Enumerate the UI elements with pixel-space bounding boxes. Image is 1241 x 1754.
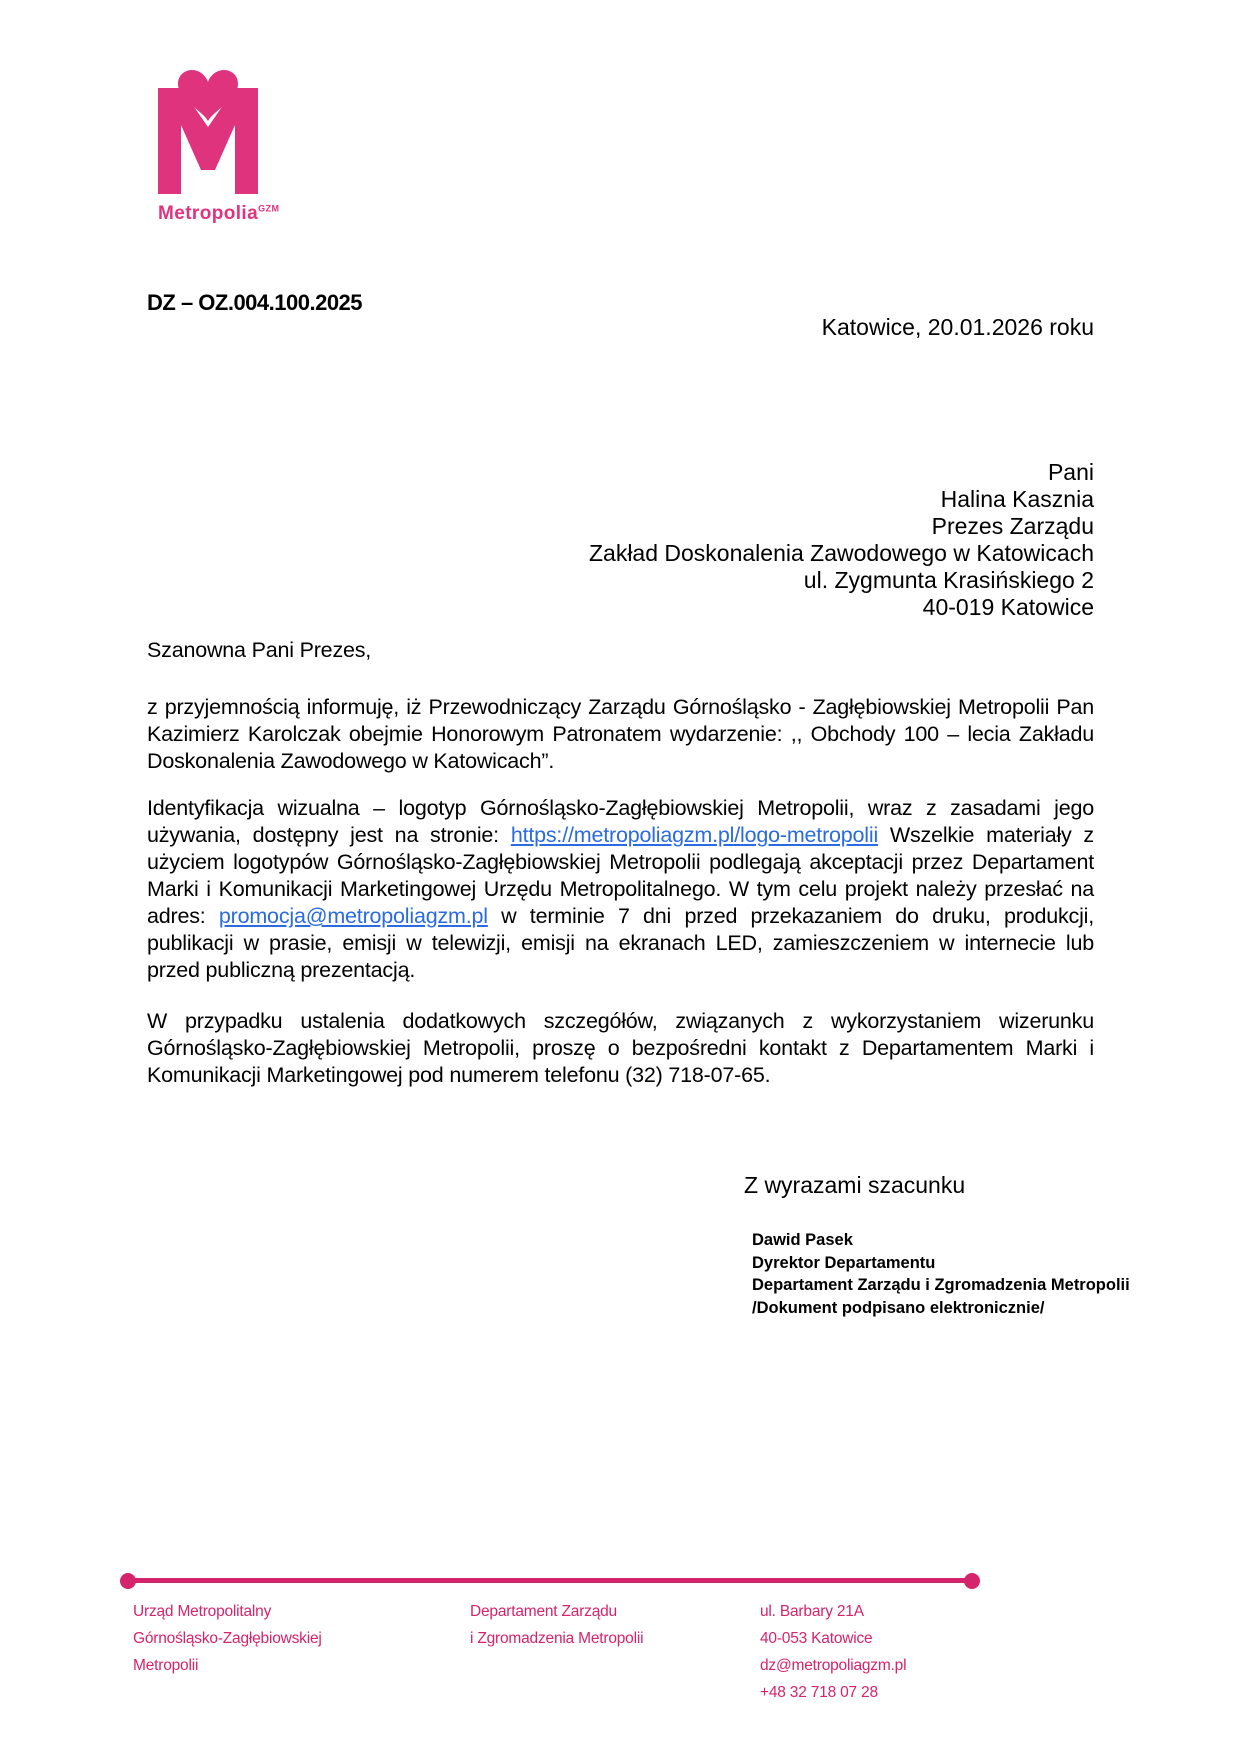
footer-org-line: Metropolii: [133, 1657, 199, 1674]
recipient-line: Pani: [1047, 459, 1094, 485]
promo-email-link[interactable]: promocja@metropoliagzm.pl: [218, 904, 488, 928]
signer-department: Departament Zarządu i Zgromadzenia Metropolii: [752, 1276, 1130, 1294]
signer-title: Dyrektor Departamentu: [752, 1253, 936, 1272]
signer-name: Dawid Pasek: [752, 1231, 853, 1249]
recipient-line: 40-019 Katowice: [922, 594, 1094, 620]
footer-org-line: Urząd Metropolitalny: [133, 1603, 272, 1620]
dateline: Katowice, 20.01.2026 roku: [821, 314, 1094, 340]
logo-superscript: GZM: [258, 203, 280, 214]
metropolia-logo: [158, 70, 288, 225]
footer-phone: +48 32 718 07 28: [760, 1684, 878, 1701]
paragraph-text: w terminie 7 dni przed przekazaniem do druku, produkcji, publikacji w prasie, emisji w telewizji, emisji na ekranach LED, zamieszczeniem w internecie lub przed publiczną prezentacją.: [147, 904, 1094, 982]
footer-address-line: 40-053 Katowice: [760, 1630, 873, 1647]
closing-phrase: Z wyrazami szacunku: [744, 1172, 966, 1198]
divider-right-dot-icon: [964, 1573, 980, 1589]
divider-left-dot-icon: [120, 1573, 136, 1589]
electronic-signature-note: /Dokument podpisano elektronicznie/: [752, 1298, 1045, 1317]
salutation: Szanowna Pani Prezes,: [147, 638, 372, 662]
signature-block: [752, 1229, 1130, 1319]
footer-contact: [760, 1598, 906, 1706]
paragraph-patronage: z przyjemnością informuję, iż Przewodniczący Zarządu Górnośląsko - Zagłębiowskiej Metropolii Pan Kazimierz Karolczak obejmie Honorowym Patronatem wydarzenie: ,, Obchody 100 – lecia Zakładu Doskonalenia Zawodowego w Katowicach”.: [147, 695, 1094, 773]
recipient-line: Halina Kasznia: [940, 486, 1094, 512]
reference-number: DZ – OZ.004.100.2025: [147, 290, 363, 315]
recipient-line: Prezes Zarządu: [931, 513, 1094, 539]
footer-divider: [127, 1578, 973, 1583]
footer-email[interactable]: dz@metropoliagzm.pl: [760, 1657, 907, 1674]
metropolia-m-heart-icon: [158, 70, 258, 194]
logo-wordmark-text: Metropolia: [158, 203, 259, 224]
paragraph-contact: W przypadku ustalenia dodatkowych szczegółów, związanych z wykorzystaniem wizerunku Górnośląsko-Zagłębiowskiej Metropolii, proszę o bezpośredni kontakt z Departamentem Marki i Komunikacji Marketingowej pod numerem telefonu (32) 718-07-65.: [147, 1009, 1094, 1087]
footer-dept-line: Departament Zarządu: [470, 1603, 617, 1620]
paragraph-visual-identity: [147, 795, 1094, 984]
footer-dept-line: i Zgromadzenia Metropolii: [470, 1630, 644, 1647]
paragraph-text: Wszelkie materiały z użyciem logotypów Górnośląsko-Zagłębiowskiej Metropolii podlegają akceptacji przez Departament Marki i Komunikacji Marketingowej Urzędu Metropolitalnego. W tym celu projekt należy przesłać na adres:: [147, 823, 1094, 928]
footer-org-line: Górnośląsko-Zagłębiowskiej: [133, 1630, 322, 1647]
logo-wordmark: [158, 203, 288, 225]
recipient-line: Zakład Doskonalenia Zawodowego w Katowicach: [588, 540, 1094, 566]
recipient-line: ul. Zygmunta Krasińskiego 2: [803, 567, 1094, 593]
footer-organization: [133, 1598, 322, 1679]
footer-address-line: ul. Barbary 21A: [760, 1603, 864, 1620]
logo-page-link[interactable]: https://metropoliagzm.pl/logo-metropolii: [510, 823, 879, 847]
paragraph-text: Identyfikacja wizualna – logotyp Górnośląsko-Zagłębiowskiej Metropolii, wraz z zasadami jego używania, dostępny jest na stronie:: [147, 796, 1094, 847]
recipient-block: [400, 459, 1094, 621]
footer-department: [470, 1598, 643, 1652]
